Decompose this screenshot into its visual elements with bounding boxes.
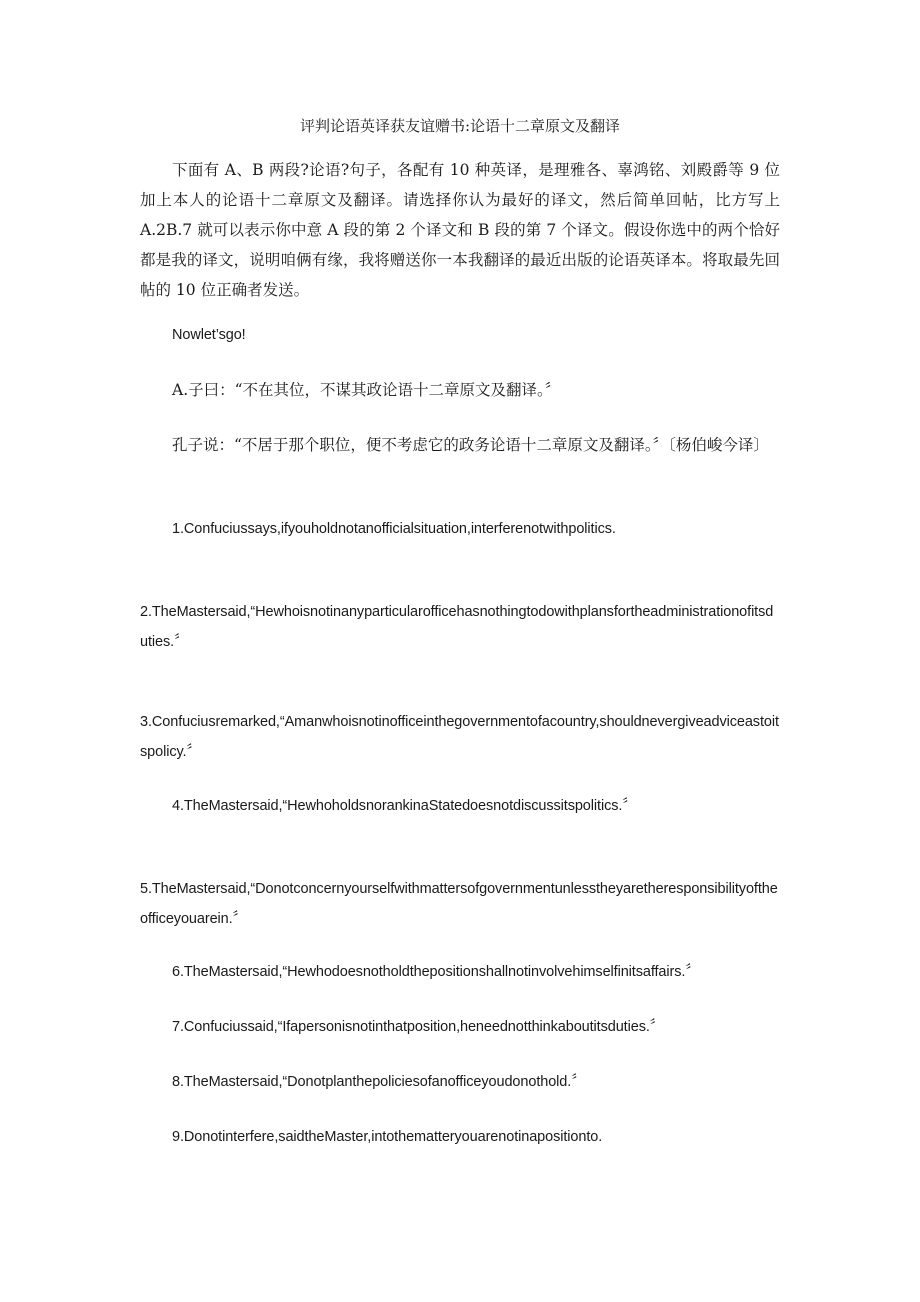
translation-item-8: 8.TheMastersaid,“Donotplanthepoliciesofanofficeyoudonothold.〞 [172,1074,586,1090]
translation-item-6: 6.TheMastersaid,“Hewhodoesnotholdthepositionshallnotinvolvehimselfinitsaffairs.〞 [172,964,700,980]
translation-item-1: 1.Confuciussays,ifyouholdnotanofficialsituation,interferenotwithpolitics. [172,521,616,537]
lets-go-line: Nowlet’sgo! [172,327,246,343]
translation-item-4: 4.TheMastersaid,“HewhoholdsnorankinaStatedoesnotdiscussitspolitics.〞 [172,798,637,814]
translation-item-3: 3.Confuciusremarked,“Amanwhoisnotinofficeinthegovernmentofacountry,shouldnevergiveadviceastoitspolicy.〞 [140,714,779,760]
translation-item-9: 9.Donotinterfere,saidtheMaster,intothematteryouarenotinapositionto. [172,1129,603,1145]
translation-item-2: 2.TheMastersaid,“Hewhoisnotinanyparticularofficehasnothingtodowithplansfortheadministrationofitsduties.〞 [140,604,774,650]
page-title: 评判论语英译获友谊赠书:论语十二章原文及翻译 [299,117,621,135]
translation-item-7: 7.Confuciussaid,“Ifapersonisnotinthatposition,heneednotthinkaboutitsduties.〞 [172,1019,665,1035]
intro-paragraph: 下面有 A、B 两段?论语?句子，各配有 10 种英译，是理雅各、辜鸿铭、刘殿爵等 9 位加上本人的论语十二章原文及翻译。请选择你认为最好的译文，然后简单回帖，比方写上 A.2B.7 就可以表示你中意 A 段的第 2 个译文和 B 段的第 7 个译文。假设你选中的两个恰好都是我的译文，说明咱俩有缘，我将赠送你一本我翻译的最近出版的论语英译本。将取最先回帖的 10 位正确者发送。 [140,161,780,299]
section-a-modern-translation: 孔子说：“不居于那个职位，便不考虑它的政务论语十二章原文及翻译。〞〔杨伯峻今译〕 [172,436,769,454]
translation-item-5: 5.TheMastersaid,“Donotconcernyourselfwithmattersofgovernmentunlesstheyaretheresponsibilityoftheofficeyouarein.〞 [140,881,778,927]
section-a-source: A.子曰：“不在其位，不谋其政论语十二章原文及翻译。〞 [172,381,561,399]
